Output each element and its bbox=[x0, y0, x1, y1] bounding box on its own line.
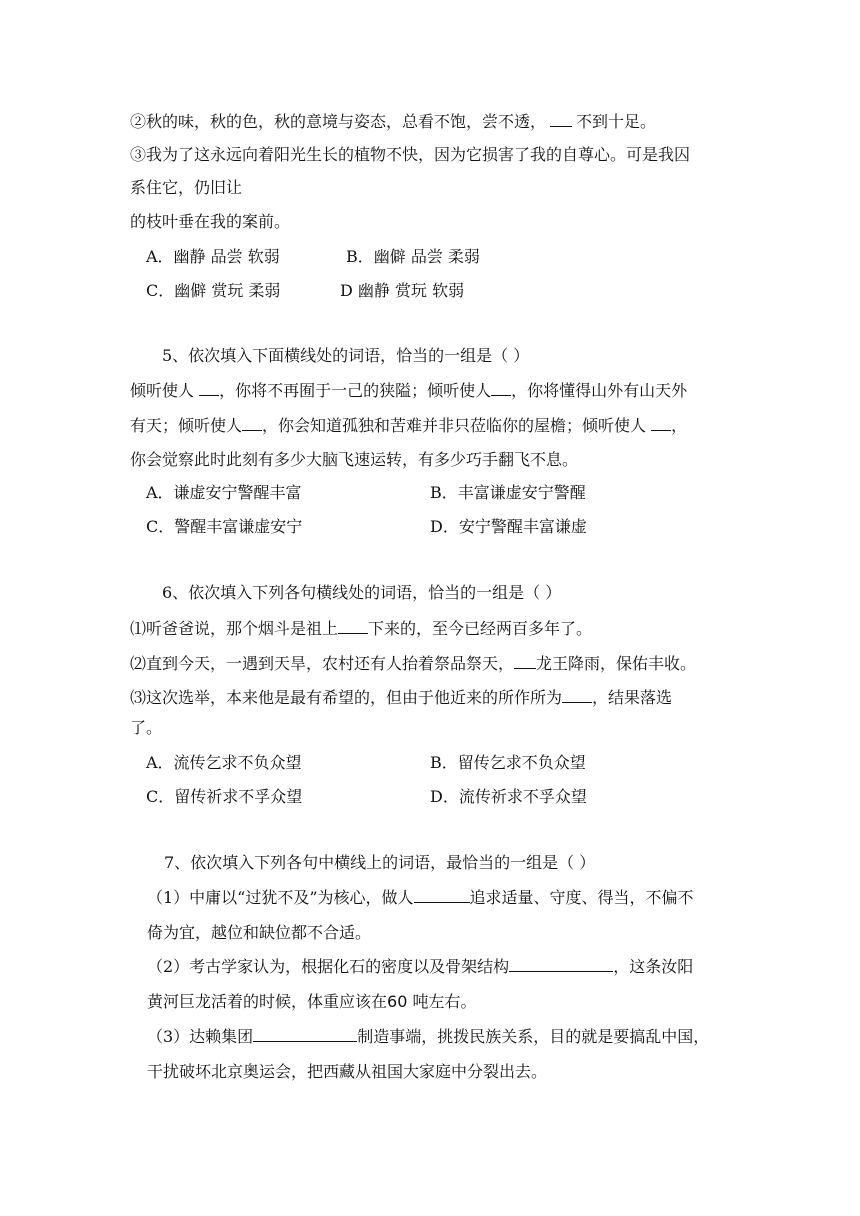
q6-sentence-1: ⑴听爸爸说，那个烟斗是祖上 下来的，至今已经两百多年了。 bbox=[130, 619, 593, 638]
q5-stem: 5、依次填入下面横线处的词语，恰当的一组是（ ） bbox=[162, 346, 530, 365]
q5-option-a[interactable]: A．谦虚安宁警醒丰富 bbox=[146, 483, 302, 502]
q7-sentence-2-cont: 黄河巨龙活着的时候，体重应该在60 吨左右。 bbox=[147, 992, 477, 1011]
q4-sentence-3-line2: 系住它，仍旧让 bbox=[130, 178, 243, 197]
q4-option-d[interactable]: D 幽静 赏玩 软弱 bbox=[340, 281, 465, 300]
q6-option-b[interactable]: B．留传乞求不负众望 bbox=[430, 753, 586, 772]
blank bbox=[509, 957, 613, 972]
blank bbox=[651, 416, 671, 431]
blank bbox=[414, 888, 470, 903]
q7-sentence-2: （2）考古学家认为，根据化石的密度以及骨架结构 ，这条汝阳 bbox=[147, 957, 694, 976]
q6-stem: 6、依次填入下列各句横线处的词语，恰当的一组是（ ） bbox=[162, 583, 562, 602]
blank bbox=[338, 619, 368, 634]
q4-sentence-3-line3: 的枝叶垂在我的案前。 bbox=[130, 212, 291, 231]
q6-sentence-3: ⑶这次选举，本来他是最有希望的，但由于他近来的所作所为 ，结果落选 bbox=[130, 688, 673, 707]
q7-stem: 7、依次填入下列各句中横线上的词语，最恰当的一组是（ ） bbox=[164, 853, 596, 872]
q4-sentence-2: ②秋的味，秋的色，秋的意境与姿态，总看不饱，尝不透， 不到十足。 bbox=[130, 112, 657, 131]
q6-option-d[interactable]: D．流传祈求不孚众望 bbox=[430, 787, 587, 806]
blank bbox=[253, 1027, 357, 1042]
blank bbox=[514, 654, 536, 669]
q5-passage-line3: 你会觉察此时此刻有多少大脑飞速运转，有多少巧手翻飞不息。 bbox=[130, 450, 579, 469]
blank bbox=[242, 416, 262, 431]
q6-sentence-2: ⑵直到今天，一遇到天旱，农村还有人抬着祭品祭天， 龙王降雨，保佑丰收。 bbox=[130, 654, 697, 673]
q6-sentence-3-cont: 了。 bbox=[130, 718, 163, 737]
blank bbox=[550, 112, 572, 127]
q5-option-b[interactable]: B．丰富谦虚安宁警醒 bbox=[430, 483, 586, 502]
q7-sentence-1-cont: 倚为宜，越位和缺位都不合适。 bbox=[147, 923, 372, 942]
q6-option-c[interactable]: C．留传祈求不孚众望 bbox=[146, 787, 303, 806]
q7-sentence-3-cont: 干扰破坏北京奥运会，把西藏从祖国大家庭中分裂出去。 bbox=[147, 1062, 548, 1081]
q6-option-a[interactable]: A．流传乞求不负众望 bbox=[146, 753, 302, 772]
q7-sentence-3: （3）达赖集团 制造事端，挑拨民族关系，目的就是要搞乱中国， bbox=[147, 1027, 710, 1046]
q7-sentence-1: （1）中庸以“过犹不及”为核心，做人 追求适量、守度、得当，不偏不 bbox=[147, 888, 694, 907]
q5-option-d[interactable]: D．安宁警醒丰富谦虚 bbox=[430, 517, 587, 536]
q5-passage-line2: 有天；倾听使人 ，你会知道孤独和苦难并非只莅临你的屋檐；倾听使人 ， bbox=[130, 416, 688, 435]
q5-option-c[interactable]: C．警醒丰富谦虚安宁 bbox=[146, 517, 303, 536]
blank bbox=[491, 381, 511, 396]
q4-option-a[interactable]: A．幽静 品尝 软弱 bbox=[146, 247, 280, 266]
blank bbox=[199, 381, 219, 396]
q5-passage-line1: 倾听使人 ，你将不再囿于一己的狭隘；倾听使人 ，你将懂得山外有山天外 bbox=[130, 381, 688, 400]
q4-sentence-3-line1: ③我为了这永远向着阳光生长的植物不快，因为它损害了我的自尊心。可是我囚 bbox=[130, 145, 691, 164]
blank bbox=[562, 688, 592, 703]
q4-option-c[interactable]: C．幽僻 赏玩 柔弱 bbox=[146, 281, 281, 300]
q4-option-b[interactable]: B．幽僻 品尝 柔弱 bbox=[346, 247, 480, 266]
